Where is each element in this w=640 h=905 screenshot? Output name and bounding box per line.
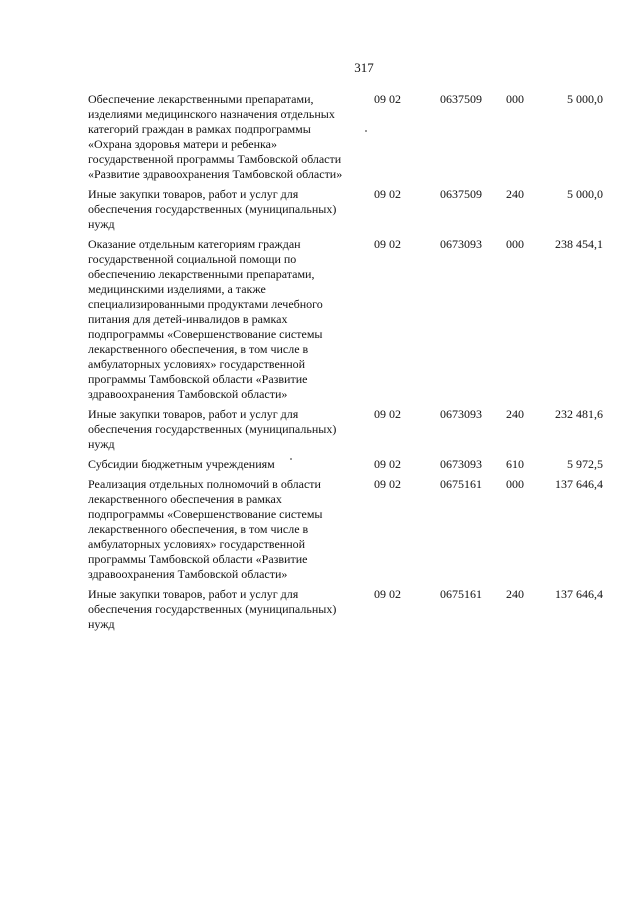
table-row — [88, 407, 603, 457]
page-number: 317 — [354, 60, 374, 75]
row-name: Иные закупки товаров, работ и услуг для обеспечения государственных (муниципальных) нужд — [88, 407, 337, 451]
row-section: 09 02 — [374, 587, 401, 601]
row-name: Обеспечение лекарственными препаратами, изделиями медицинского назначения отдельных категорий граждан в рамках подпрограммы «Охрана здоровья матери и ребенка» государственной программы Тамбовской области «Развитие здравоохранения Тамбовской области» — [88, 92, 343, 181]
table-row — [88, 477, 603, 587]
table-row — [88, 187, 603, 237]
row-name: Иные закупки товаров, работ и услуг для обеспечения государственных (муниципальных) нужд — [88, 587, 337, 631]
row-section: 09 02 — [374, 477, 401, 491]
row-section: 09 02 — [374, 92, 401, 106]
table-row — [88, 237, 603, 407]
row-amount: 137 646,4 — [555, 477, 603, 491]
scan-speck-mark — [365, 130, 367, 132]
row-amount: 5 972,5 — [567, 457, 603, 471]
row-target-code: 0673093 — [440, 407, 482, 421]
row-amount: 5 000,0 — [567, 92, 603, 106]
row-target-code: 0673093 — [440, 237, 482, 251]
row-amount: 137 646,4 — [555, 587, 603, 601]
row-section: 09 02 — [374, 407, 401, 421]
row-name: Оказание отдельным категориям граждан государственной социальной помощи по обеспечению лекарственными препаратами, медицинскими изделиями, а также специализированными продуктами лечебного питания для детей-инвалидов в рамках подпрограммы «Совершенствование системы лекарственного обеспечения, в том числе в амбулаторных условиях» государственной программы Тамбовской области «Развитие здравоохранения Тамбовской области» — [88, 237, 323, 401]
table-row — [88, 587, 603, 637]
row-expense-type: 000 — [506, 237, 524, 251]
row-amount: 5 000,0 — [567, 187, 603, 201]
row-section: 09 02 — [374, 457, 401, 471]
row-name: Иные закупки товаров, работ и услуг для обеспечения государственных (муниципальных) нужд — [88, 187, 337, 231]
row-name: Субсидии бюджетным учреждениям — [88, 457, 275, 471]
budget-table — [88, 92, 603, 637]
row-target-code: 0675161 — [440, 587, 482, 601]
table-row — [88, 457, 603, 477]
table-row — [88, 92, 603, 187]
row-expense-type: 240 — [506, 587, 524, 601]
row-section: 09 02 — [374, 237, 401, 251]
row-section: 09 02 — [374, 187, 401, 201]
row-amount: 232 481,6 — [555, 407, 603, 421]
row-expense-type: 610 — [506, 457, 524, 471]
row-expense-type: 240 — [506, 187, 524, 201]
row-target-code: 0673093 — [440, 457, 482, 471]
row-target-code: 0675161 — [440, 477, 482, 491]
budget-table-body — [88, 92, 603, 637]
row-target-code: 0637509 — [440, 92, 482, 106]
row-target-code: 0637509 — [440, 187, 482, 201]
row-expense-type: 000 — [506, 477, 524, 491]
row-expense-type: 000 — [506, 92, 524, 106]
row-name: Реализация отдельных полномочий в области лекарственного обеспечения в рамках подпрограммы «Совершенствование системы лекарственного обеспечения, в том числе в амбулаторных условиях» государственной программы Тамбовской области «Развитие здравоохранения Тамбовской области» — [88, 477, 323, 581]
row-expense-type: 240 — [506, 407, 524, 421]
scan-speck-mark — [290, 458, 292, 460]
row-amount: 238 454,1 — [555, 237, 603, 251]
